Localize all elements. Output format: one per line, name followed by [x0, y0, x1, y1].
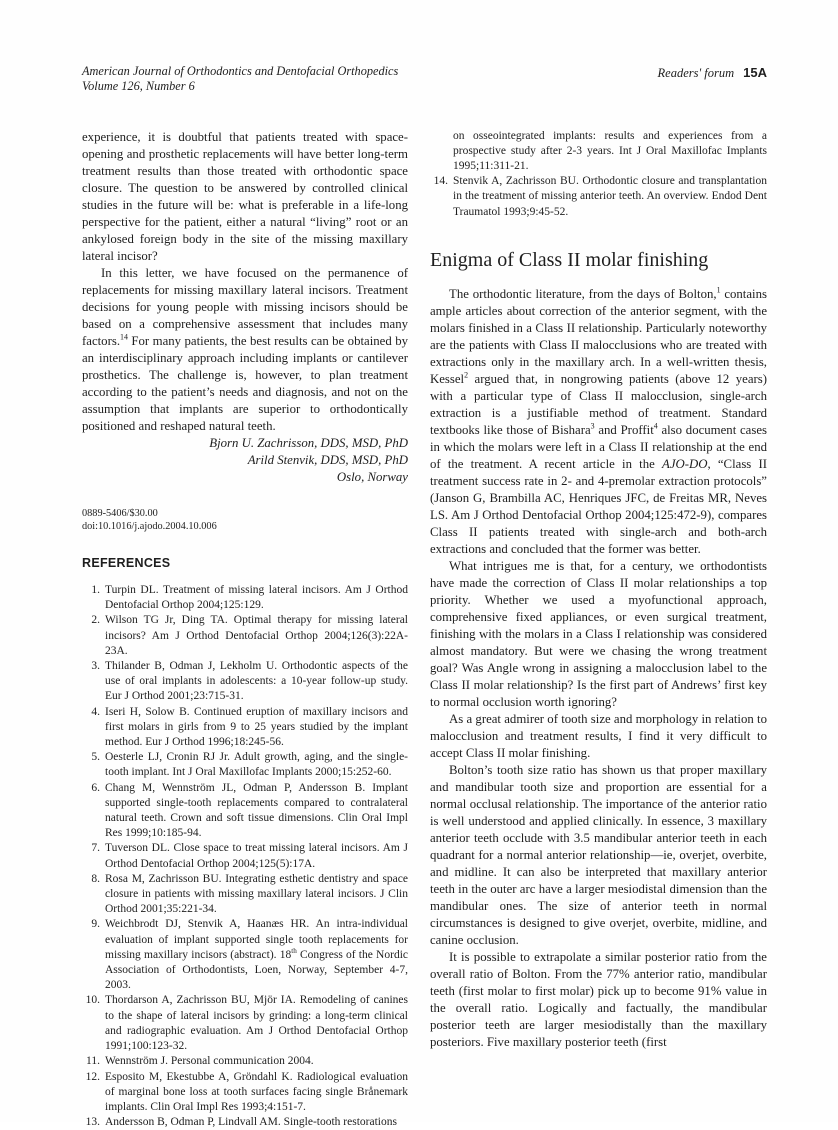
reference-number: 8. — [91, 872, 100, 885]
left-column — [82, 129, 408, 1130]
journal-title: American Journal of Orthodontics and Dentofacial Orthopedics — [82, 64, 399, 78]
article-paragraph: It is possible to extrapolate a similar posterior ratio from the overall ratio of Bolton. From the 77% anterior ratio, mandibular teeth (first molar to first molar) pick up to become 91% value in the overall ratio. Logically and factually, the mandibular posterior teeth are larger mesiodistally than the maxillary posteriors. Five maxillary posterior teeth (first — [430, 949, 767, 1049]
right-column — [430, 129, 767, 1130]
reference-text: Tuverson DL. Close space to treat missing lateral incisors. Am J Orthod Dentofacial Orthop 2004;125(5):17A. — [105, 842, 408, 870]
signature-line: Arild Stenvik, DDS, MSD, PhD — [247, 452, 408, 467]
page-header — [82, 64, 767, 94]
doi-line: doi:10.1016/j.ajodo.2004.10.006 — [82, 520, 217, 532]
reference-item — [82, 750, 408, 780]
signature-line: Bjorn U. Zachrisson, DDS, MSD, PhD — [209, 435, 408, 450]
reference-text: Esposito M, Ekestubbe A, Gröndahl K. Radiological evaluation of marginal bone loss at tooth surfaces facing single Brånemark implants. Clin Oral Impl Res 1993;4:151-7. — [105, 1070, 408, 1113]
reference-item — [82, 872, 408, 918]
reference-item — [82, 781, 408, 842]
reference-text: Iseri H, Solow B. Continued eruption of maxillary incisors and first molars in girls from 9 to 25 years studied by the implant method. Eur J Orthod 1996;18:245-56. — [105, 705, 408, 749]
reference-number: 11. — [86, 1055, 100, 1068]
reference-number: 6. — [91, 781, 100, 794]
page-number: 15A — [743, 65, 767, 80]
reference-text: Wennström J. Personal communication 2004. — [105, 1055, 314, 1068]
issn-price-line: 0889-5406/$30.00 — [82, 507, 158, 519]
reference-text: Stenvik A, Zachrisson BU. Orthodontic closure and transplantation in the treatment of missing anterior teeth. An overview. Endod Dent Traumatol 1993;9:45-52. — [453, 175, 767, 218]
reference-text: Oesterle LJ, Cronin RJ Jr. Adult growth, aging, and the single-tooth implant. Int J Oral Maxillofac Implants 2000;15:252-60. — [105, 751, 408, 779]
article-paragraph: As a great admirer of tooth size and morphology in relation to malocclusion and treatment results, I find it very difficult to accept Class II molar finishing. — [430, 711, 767, 760]
section-title: Readers' forum — [657, 66, 735, 80]
reference-item — [82, 583, 408, 613]
reference-number: 1. — [91, 584, 100, 596]
reference-text: Turpin DL. Treatment of missing lateral incisors. Am J Orthod Dentofacial Orthop 2004;125:129. — [105, 584, 408, 612]
reference-number: 10. — [85, 994, 100, 1007]
reference-item — [82, 993, 408, 1054]
volume-line: Volume 126, Number 6 — [82, 78, 195, 93]
running-head — [658, 64, 767, 82]
signature-block — [82, 435, 408, 486]
article-paragraph: Bolton’s tooth size ratio has shown us that proper maxillary and mandibular tooth size and proportion are essential for a normal occlusal relationship. The importance of the anterior ratio is well understood and applied clinically. In essence, 3 maxillary anterior teeth occlude with 3.5 mandibular anterior teeth in each quadrant for a normal anterior relationship—ie, overjet, overbite, and midline. It can also be interpreted that maxillary anterior teeth in the outer arc have a larger mesiodistal dimension than the mandibular ones. The size of anterior teeth in normal circumstances is designed to give overjet, overbite, midline, and canine occlusion. — [430, 762, 767, 947]
reference-number: 12. — [85, 1070, 100, 1083]
reference-number: 3. — [91, 660, 100, 673]
signature-line: Oslo, Norway — [336, 469, 408, 484]
reference-item — [430, 174, 767, 220]
reference-number: 2. — [91, 614, 100, 627]
journal-masthead — [82, 64, 398, 94]
reference-item — [82, 705, 408, 751]
reference-number: 7. — [91, 842, 100, 855]
reference-13-runover: on osseointegrated implants: results and experiences from a prospective study after 2-3 years. Int J Oral Maxillofac Implants 1995;11:311-21. — [453, 129, 767, 172]
two-column-body — [82, 129, 767, 1130]
letter-paragraph: experience, it is doubtful that patients treated with space-opening and prosthetic replacements will have better long-term treatment results than those treated with orthodontic space closure. The question to be answered by controlled clinical studies in the future will be: what is preferable in a life-long perspective for the patient, either a natural “living” root or an ankylosed foreign body in the site of the missing maxillary lateral incisor? — [82, 129, 408, 263]
references-list — [82, 583, 408, 1130]
reference-text: Andersson B, Odman P, Lindvall AM. Single-tooth restorations — [105, 1116, 397, 1129]
reference-item — [82, 1070, 408, 1116]
reference-number: 9. — [91, 918, 100, 931]
article-title: Enigma of Class II molar finishing — [430, 248, 709, 271]
reference-item — [82, 613, 408, 659]
reference-number: 4. — [91, 705, 100, 718]
letter-paragraph: In this letter, we have focused on the permanence of replacements for missing maxillary lateral incisors. Treatment decisions for young people with missing incisors should be based on a comprehensive assessment that includes many factors.$^{14}$ For many patients, the best results can be obtained by an interdisciplinary approach including implants or cantilever prosthetics. The challenge is, however, to plan treatment according to the patient’s needs and diagnosis, and not on the assumption that implants are superior to orthodontically positioned and reshaped natural teeth. — [82, 265, 408, 433]
reference-item — [82, 659, 408, 705]
reference-text: Chang M, Wennström JL, Odman P, Andersson B. Implant supported single-tooth replacements compared to contralateral natural teeth. Crown and soft tissue dimensions. Clin Oral Impl Res 1999;10:185-94. — [105, 781, 408, 840]
reference-text: Rosa M, Zachrisson BU. Integrating esthetic dentistry and space closure in patients with missing maxillary lateral incisors. J Clin Orthod 2001;35:221-34. — [105, 872, 408, 916]
article-paragraph: What intrigues me is that, for a century, we orthodontists have made the correction of Class II molar relationships a top priority. Whether we used a myofunctional approach, comprehensive fixed appliances, or even surgical treatment, finishing with the molars in a Class I relationship was considered almost mandatory. But were we chasing the wrong treatment goal? Was Angle wrong in assigning a malocclusion label to the Class II molar relationship? Is the first part of Andrews’ first key to normal occlusion worth ignoring? — [430, 558, 767, 709]
reference-text: Thordarson A, Zachrisson BU, Mjör IA. Remodeling of canines to the shape of lateral incisors by grinding: a long-term clinical and radiographic evaluation. Am J Orthod Dentofacial Orthop 1991;100:123-32. — [105, 994, 408, 1053]
article-body — [430, 286, 767, 1051]
reference-number: 5. — [91, 751, 100, 764]
references-heading: REFERENCES — [82, 556, 171, 570]
article-paragraph: The orthodontic literature, from the days of Bolton,$^1$ contains ample articles about correction of the anterior segment, with the molars finished in a Class II relationship. Particularly noteworthy are the patients with Class II malocclusions who are treated with extractions only in the maxillary arch. In a well-written thesis, Kessel$^2$ argued that, in nongrowing patients (above 12 years) with a particular type of Class II malocclusion, single-arch extraction is a justifiable method of treatment. Standard textbooks like those of Bishara$^3$ and Proffit$^4$ also document cases in which the molars were left in a Class II relationship at the end of the treatment. A recent article in the AJO-DO, “Class II treatment success rate in 2- and 4-premolar extraction protocols” (Janson G, Brambilla AC, Henriques JFC, de Freitas MR, Neves LS. Am J Orthod Dentofacial Orthop 2004;125:472-9), compares Class II patients treated with single-arch and both-arch extractions and concluded that the former was better. — [430, 285, 768, 556]
reference-item — [82, 841, 408, 871]
reference-text: Thilander B, Odman J, Lekholm U. Orthodontic aspects of the use of oral implants in adolescents: a 10-year follow-up study. Eur J Orthod 2001;23:715-31. — [105, 660, 408, 703]
reference-number: 13. — [85, 1116, 100, 1129]
reference-item — [82, 1054, 408, 1069]
article-footnote — [82, 507, 408, 533]
reference-text: Weichbrodt DJ, Stenvik A, Haanæs HR. An intra-individual evaluation of implant supported single tooth replacements for missing maxillary incisors (abstract). 18th Congress of the Nordic Association of Orthodontists, Loen, Norway, September 4-7, 2003. — [105, 918, 408, 992]
reference-item — [82, 1115, 408, 1130]
reference-number: 14. — [433, 175, 448, 188]
reference-item — [82, 917, 408, 993]
reference-text: Wilson TG Jr, Ding TA. Optimal therapy for missing lateral incisors? Am J Orthod Dentofacial Orthop 2004;126(3):22A-23A. — [105, 614, 408, 657]
